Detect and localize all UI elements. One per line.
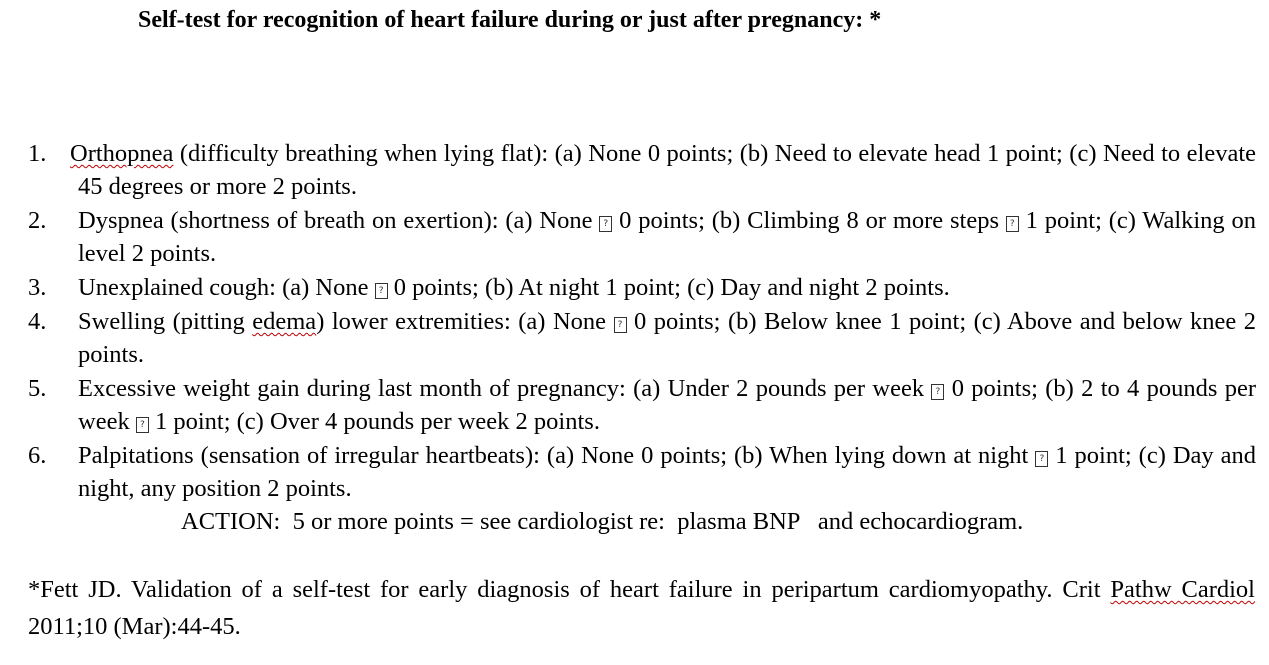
item-text: Palpitations (sensation of irregular heartbeats): (a) None 0 points; (b) When lying down at night ? 1 point; (c) Day and night, any position 2 points. — [78, 442, 1256, 502]
missing-glyph-icon: ? — [136, 417, 149, 433]
item-text: Dyspnea (shortness of breath on exertion): (a) None ? 0 points; (b) Climbing 8 or more steps ? 1 point; (c) Walking on level 2 points. — [78, 207, 1257, 267]
missing-glyph-icon: ? — [375, 283, 388, 299]
list-item-weight-gain — [28, 372, 1256, 438]
item-text: Swelling (pitting edema) lower extremities: (a) None ? 0 points; (b) Below knee 1 point; (c) Above and below knee 2 points. — [78, 308, 1257, 368]
action-line: ACTION: 5 or more points = see cardiologist re: plasma BNP and echocardiogram. — [181, 508, 1024, 535]
list-item-swelling — [28, 305, 1256, 371]
missing-glyph-icon: ? — [931, 384, 944, 400]
item-number: 1. — [28, 140, 47, 167]
reference-citation: *Fett JD. Validation of a self-test for early diagnosis of heart failure in peripartum cardiomyopathy. Crit Pathw Cardiol 2011;10 (Mar):44-45. — [28, 576, 1255, 640]
missing-glyph-icon: ? — [1006, 216, 1019, 232]
spellcheck-word: Orthopnea — [70, 140, 174, 167]
item-number: 4. — [28, 308, 47, 335]
item-text: Excessive weight gain during last month of pregnancy: (a) Under 2 pounds per week ? 0 points; (b) 2 to 4 pounds per week ? 1 point; (c) Over 4 pounds per week 2 points. — [78, 375, 1256, 435]
item-number: 6. — [28, 442, 47, 469]
list-item-dyspnea — [28, 204, 1256, 270]
item-text: Orthopnea (difficulty breathing when lying flat): (a) None 0 points; (b) Need to elevate head 1 point; (c) Need to elevate 45 degrees or more 2 points. — [70, 140, 1256, 200]
spellcheck-word: edema — [252, 308, 317, 335]
item-number: 2. — [28, 207, 47, 234]
item-number: 3. — [28, 274, 47, 301]
missing-glyph-icon: ? — [614, 317, 627, 333]
item-text: Unexplained cough: (a) None ? 0 points; (b) At night 1 point; (c) Day and night 2 points. — [78, 274, 950, 301]
missing-glyph-icon: ? — [599, 216, 612, 232]
spellcheck-word: Pathw Cardiol — [1110, 576, 1255, 603]
symptom-list — [28, 137, 1256, 506]
list-item-orthopnea — [28, 137, 1256, 203]
item-number: 5. — [28, 375, 47, 402]
list-item-palpitations — [28, 439, 1256, 505]
page-title: Self-test for recognition of heart failure during or just after pregnancy: * — [138, 7, 882, 33]
list-item-cough — [28, 271, 1256, 304]
missing-glyph-icon: ? — [1035, 451, 1048, 467]
